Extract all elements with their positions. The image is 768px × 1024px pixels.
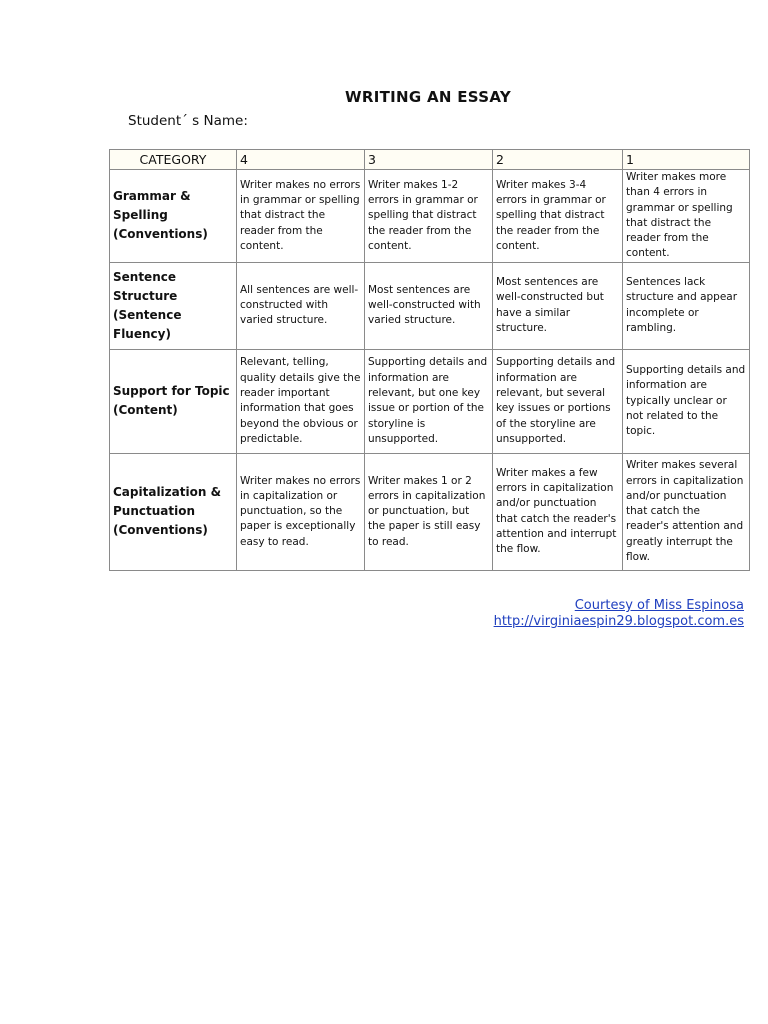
criteria-cell: Writer makes a few errors in capitalization and/or punctuation that catch the reader's attention and interrupt the flow. bbox=[493, 453, 623, 570]
criteria-cell: Writer makes more than 4 errors in grammar or spelling that distract the reader from the content. bbox=[623, 170, 750, 263]
header-score-2: 2 bbox=[493, 150, 623, 170]
courtesy-link[interactable]: Courtesy of Miss Espinosa bbox=[574, 598, 744, 613]
criteria-cell: Sentences lack structure and appear incomplete or rambling. bbox=[623, 262, 750, 349]
criteria-cell: Supporting details and information are relevant, but several key issues or portions of the storyline are unsupported. bbox=[493, 349, 623, 453]
footer-credits bbox=[494, 598, 744, 630]
criteria-cell: Writer makes no errors in capitalization or punctuation, so the paper is exceptionally easy to read. bbox=[237, 453, 365, 570]
category-cell: Support for Topic (Content) bbox=[110, 349, 237, 453]
student-name-label: Student´ s Name: bbox=[128, 113, 248, 129]
header-category: CATEGORY bbox=[110, 150, 237, 170]
table-row bbox=[110, 262, 750, 349]
document-title: WRITING AN ESSAY bbox=[345, 88, 511, 106]
table-row bbox=[110, 349, 750, 453]
header-score-1: 1 bbox=[623, 150, 750, 170]
rubric-table bbox=[109, 149, 750, 571]
table-header-row bbox=[110, 150, 750, 170]
criteria-cell: Writer makes 1 or 2 errors in capitalization or punctuation, but the paper is still easy to read. bbox=[365, 453, 493, 570]
criteria-cell: Most sentences are well-constructed but have a similar structure. bbox=[493, 262, 623, 349]
criteria-cell: Writer makes no errors in grammar or spelling that distract the reader from the content. bbox=[237, 170, 365, 263]
table-row bbox=[110, 170, 750, 263]
criteria-cell: Writer makes 1-2 errors in grammar or spelling that distract the reader from the content. bbox=[365, 170, 493, 263]
criteria-cell: Most sentences are well-constructed with varied structure. bbox=[365, 262, 493, 349]
header-score-3: 3 bbox=[365, 150, 493, 170]
criteria-cell: Relevant, telling, quality details give the reader important information that goes beyond the obvious or predictable. bbox=[237, 349, 365, 453]
criteria-cell: Supporting details and information are typically unclear or not related to the topic. bbox=[623, 349, 750, 453]
category-cell: Capitalization & Punctuation (Conventions) bbox=[110, 453, 237, 570]
category-cell: Grammar & Spelling (Conventions) bbox=[110, 170, 237, 263]
criteria-cell: Writer makes 3-4 errors in grammar or spelling that distract the reader from the content. bbox=[493, 170, 623, 263]
criteria-cell: Supporting details and information are relevant, but one key issue or portion of the storyline is unsupported. bbox=[365, 349, 493, 453]
criteria-cell: All sentences are well-constructed with varied structure. bbox=[237, 262, 365, 349]
criteria-cell: Writer makes several errors in capitalization and/or punctuation that catch the reader's attention and greatly interrupt the flow. bbox=[623, 453, 750, 570]
category-cell: Sentence Structure (Sentence Fluency) bbox=[110, 262, 237, 349]
blog-url-link[interactable]: http://virginiaespin29.blogspot.com.es bbox=[493, 614, 744, 629]
header-score-4: 4 bbox=[237, 150, 365, 170]
table-row bbox=[110, 453, 750, 570]
